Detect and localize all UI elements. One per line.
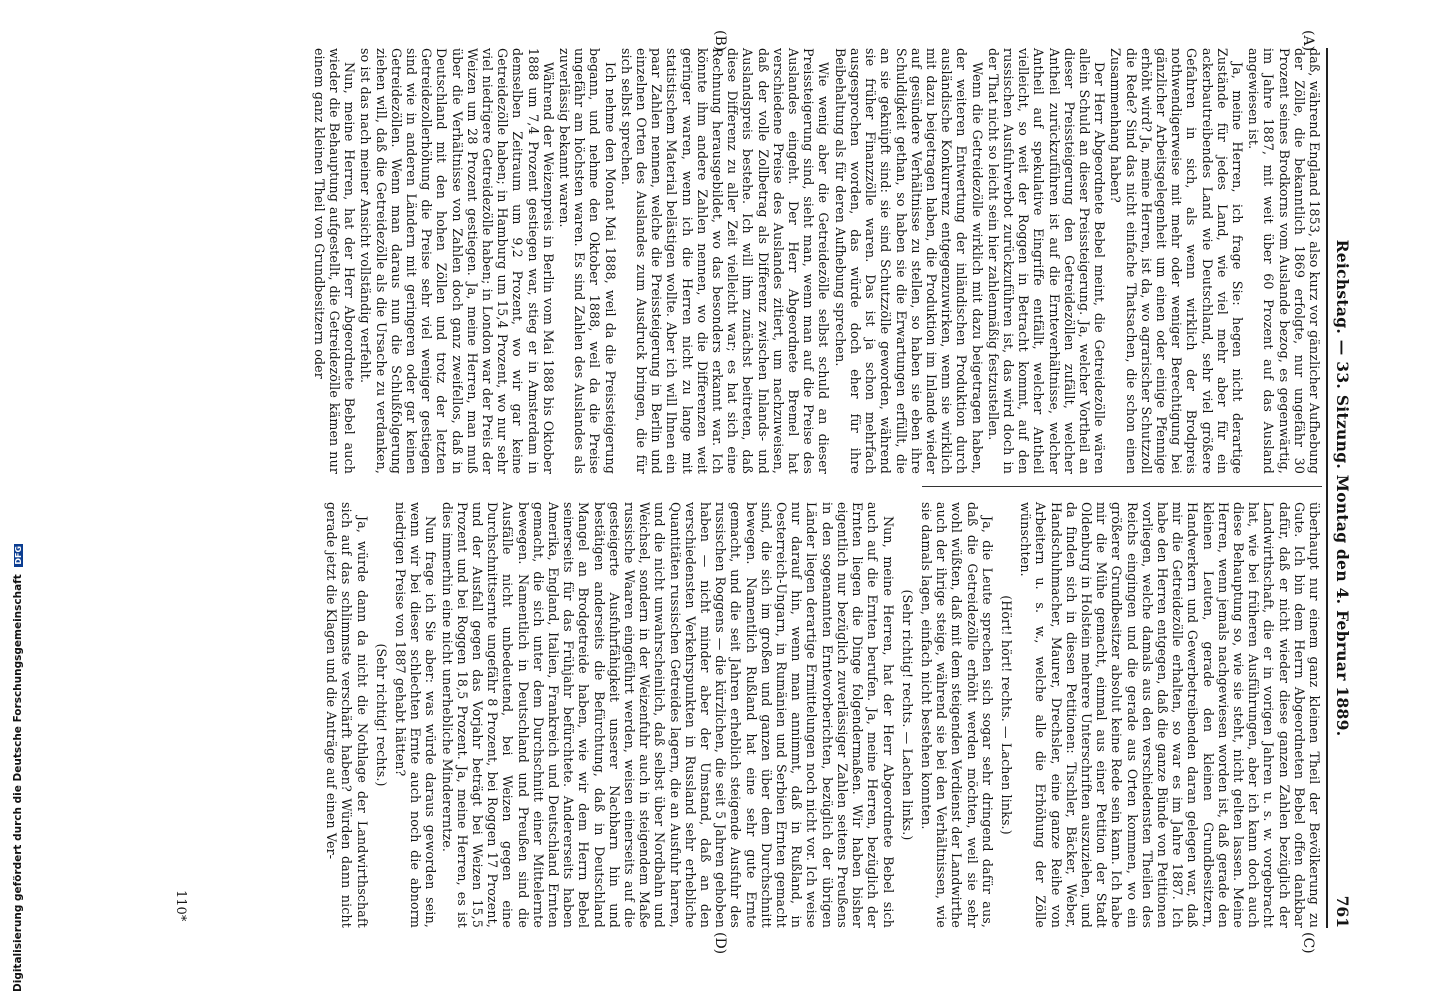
scanned-page [86, 28, 1432, 988]
paragraph: daß, während England 1853, also kurz vor gänzlicher Aufhebung der Zölle, die bekanntlich 1869 erfolgte, nur ungefähr 30 Prozent seines Brodkorns vom Auslande bezog, es gegenwärtig, im Jahre 1887, mit weit über 60 Prozent auf das Ausland angewiesen ist. [1246, 48, 1322, 474]
header-title: Reichstag. — 33. Sitzung. Montag den 4. Februar 1889. [1333, 239, 1352, 737]
left-column [311, 48, 1322, 474]
page-number: 761 [1333, 895, 1352, 928]
dfg-logo: DFG [14, 545, 23, 565]
paragraph: Nun, meine Herren, hat der Herr Abgeordnete Bebel sich auch auf die Ernten berufen. Ja, meine Herren, bezüglich der Ernten liegen die Dinge folgendermaßen. Wir haben bisher eigentlich nur bezüglich zuverlässiger Zahlen seitens Preußens in den sogenannten Erntevorberichten, bezüglich der übrigen Länder liegen derartige Ermittelungen noch nicht vor. Ich weise nur darauf hin, wenn man annimmt, daß in Rußland, in Oesterreich-Ungarn, in Rumänien und Serbien Ernten gemacht sind, die sich im großen und ganzen über dem Durchschnitt bewegen. Namentlich Rußland hat eine sehr gute Ernte gemacht, und die seit Jahren erheblich steigende Ausfuhr des russischen Roggens — die kürzlichen, die seit 5 Jahren gehoben haben — nicht minder aber der Umstand, daß an den verschiedensten Verkehrspunkten in Russland sehr erhebliche Quantitäten russischen Getreides lagern, die an Ausfuhr harren, und die nicht unwahrscheinlich, daß selbst über Nordbahn und Weichsel, sondern in der Weizenfuhr auch in steigendem Maße russische Waaren eingeführt werden, weisen einerseits auf die gesteigerte Ausfuhrfähigkeit unserer Nachbarn hin und bestätigen anderseits die Befürchtung, daß in Deutschland Mangel an Brodgetreide haben, wie wir dem Herrn Bebel seinerseits für das Frühjahr befürchtete. Andererseits haben Amerika, England, Italien, Frankreich und Deutschland Ernten gemacht, die sich unter dem Durchschnitt einer Mittelernte bewegen. Namentlich in Deutschland und Preußen sind die Ausfälle nicht unbedeutend, bei Weizen gegen eine Durchschnittsernte ungefähr 8 Prozent, bei Roggen 17 Prozent, und der Ausfall gegen das Vorjahr beträgt bei Weizen 15,5 Prozent und bei Roggen 18,5 Prozent. Ja, meine Herren, es ist dies immerhin eine nicht unerhebliche Mindererntze. [439, 502, 896, 928]
interjection: (Sehr richtig! rechts. — Lachen links.) [899, 589, 915, 841]
running-header [1330, 48, 1358, 928]
header-rule [1326, 48, 1328, 928]
margin-marker-b: (B) [712, 30, 728, 52]
interjection: (Sehr richtig! rechts.) [373, 643, 389, 787]
page-content-rotated [170, 28, 1358, 958]
paragraph: Der Herr Abgeordnete Bebel meint, die Getreidezölle wären allein Schuld an dieser Preissteigerung. Ja, welcher Vortheil an dieser Preissteigerung den Getreidezöllen zufällt, welcher Antheil zurückzuführen ist auf die Ernteverhältnisse, welcher Antheil auf spekulative Eingriffe entfällt, welcher Antheil vielleicht, so weit der Roggen in Betracht kommt, auf den russischen Ausfuhrverbot zurückzuführen ist, das wird doch in der That nicht so leicht sein hier zahlenmäßig festzustellen. [985, 48, 1108, 474]
interjection: (Hört! hört! rechts. — Lachen links.) [998, 595, 1014, 835]
paragraph: Wie wenig aber die Getreidezölle selbst schuld an dieser Preissteigerung sind, sieht man, wenn man auf die Preise des Auslandes eingeht. Der Herr Abgeordnete Bremel hat verschiedene Preise des Auslandes zitiert, um nachzuweisen, daß der volle Zollbetrag als Differenz zwischen Inlands- und Auslandspreis bestehe. Ich will ihm zunächst beitreten, daß diese Differenz zu aller Zeit vielleicht war; es hat sich eine Rechnung herausgebildet, wo das besonders erkannt war. Ich könnte ihm andere Zahlen nennen, wo die Differenzen weit geringer waren, wenn ich die Herren nicht zu lange mit statistischem Material belästigen wollte. Aber ich will Ihnen ein paar Zahlen nennen, welche die Preissteigerung in Berlin und einzelnen Orten des Auslandes zum Ausdruck bringen, die für sich selbst sprechen. [618, 48, 832, 474]
paragraph: Ja, würde dann da nicht die Nothlage der Landwirthschaft sich auf das schlimmste verschärft haben? Würden dann nicht gerade jetzt die Klagen und die Anträge auf einen Ver- [324, 502, 370, 928]
column-divider [922, 486, 1322, 487]
margin-marker-d: (D) [712, 932, 728, 955]
paragraph: Während der Weizenpreis in Berlin vom Mai 1888 bis Oktober 1888 um 7,4 Prozent gestiegen war, stieg er in Amsterdam in demselben Zeitraum um 9,2 Prozent, wo wir gar keine Getreidezölle haben; in Hamburg um 15,4 Prozent, wo nur sehr viel niedrigere Getreidezölle haben; in London war der Preis der Weizen um 28 Prozent gestiegen. Ja, meine Herren, man muß über die Verhältnisse von Zahlen doch ganz zweifellos, daß in Deutschland mit den hohen Zöllen und trotz der letzten Getreidezollerhöhung die Preise sehr viel weniger gestiegen sind wie in anderen Ländern mit geringeren oder gar keinen Getreidezöllen. Wenn man daraus nun die Schlußfolgerung ziehen will, daß die Getreidezölle als die Ursache zu verdanken, so ist das nach meiner Ansicht vollständig verfehlt. [358, 48, 556, 474]
digitization-credit [12, 544, 24, 992]
paragraph: Wenn die Getreidezölle wirklich mit dazu beigetragen haben, der weiteren Entwertung der inländischen Produktion durch ausländische Konkurrenz entgegenzuwirken, wenn sie wirklich mit dazu beigetragen haben, die Produktion im Inlande wieder auf gesündere Verhältnisse zu stellen, so haben sie eben ihre Schuldigkeit gethan, so haben sie die Erwartungen erfüllt, die an sie geknüpft sind: sie sind Schutzzölle geworden, während sie früher Finanzzölle waren. Das ist ja schon mehrfach ausgesprochen worden, das würde doch eher für ihre Beibehaltung als für deren Aufhebung sprechen. [832, 48, 985, 474]
credit-text: Digitalisierung gefördert durch die Deutsche Forschungsgemeinschaft [12, 574, 24, 992]
margin-marker-a: (A) [1300, 30, 1316, 52]
right-column [323, 502, 1322, 928]
paragraph: Ja, die Leute sprechen sich sogar sehr dringend dafür aus, daß die Getreidezölle erhöht werden möchten, weil sie sehr wohl wüßten, daß mit dem steigenden Verdienst der Landwirthe auch der ihrige steige, während sie bei den Verhältnissen, wie sie damals lagen, einfach nicht bestehen konnten. [918, 502, 995, 928]
paragraph: überhaupt nur einem ganz kleinen Theil der Bevölkerung zu Gute. Ich bin dem Herrn Abgeordneten Bebel offen dankbar dafür, daß er nicht wieder diese ganzen Zahlen bezüglich der Landwirthschaft, die er in vorigen Jahren u. s. w. vorgebracht hat, wie bei früheren Ausführungen, aber ich kann doch auch diese Behauptung so, wie sie steht, nicht gelten lassen. Meine Herren, wenn jemals nachgewiesen worden ist, daß gerade den kleinen Leuten, gerade den kleinen Grundbesitzern, Handwerkern und Gewerbetreibenden daran gelegen war, daß mir die Getreidezölle erhalten, so war es im Jahre 1887. Ich habe den Herren entgegen, daß die ganze Bünde von Petitionen vorliegen, welche damals aus den verschiedensten Theilen des Reichs eingingen und die gerade aus Orten kommen, wo ein größerer Grundbesitzer absolut keine Rede sein kann. Ich habe mir die Mühe gemacht, einmal aus einer Petition der Stadt Oldenburg in Holstein mehrere Unterschriften auszuziehen, und da finden sich in diesen Petitionen: Tischler, Bäcker, Weber, Handschuhmacher, Maurer, Drechsler, eine ganze Reihe von Arbeitern u. s. w., welche alle die Erhöhung der Zölle wünschten. [1018, 502, 1322, 928]
paragraph: Ich nehme den Monat Mai 1888, weil da die Preissteigerung begann, und nehme den Oktober 1888, weil da die Preise ungefähr am höchsten waren. Es sind Zahlen des Auslandes als zuverlässig bekannt waren. [557, 48, 618, 474]
margin-marker-c: (C) [1300, 932, 1316, 954]
margin-strip [0, 0, 24, 1000]
paragraph: Nun frage ich Sie aber: was würde daraus geworden sein, wenn wir bei dieser schlechten Ernte auch noch die abnorm niedrigen Preise von 1887 gehabt hätten? [393, 502, 439, 928]
sheet-signature: 110* [173, 890, 188, 922]
paragraph: Ja, meine Herren, ich frage Sie: hegen nicht derartige Zustände für jedes Land, wie viel mehr aber für ein ackerbautreibendes Land wie Deutschland, sehr viel größere Gefahren in sich, als wenn wirklich der Brodpreis nothwendigerweise mit mehr oder weniger Berechtigung bei gänzlicher Arbeitsgelegenheit um einen oder einige Pfennige erhöht wird? Ja, meine Herren, ist da, wo agrarischer Schutzzoll die Rede? Sind das nicht einfache Thatsachen, die schon einen Zusammenhang haben? [1108, 48, 1245, 474]
paragraph: Nun, meine Herren, hat der Herr Abgeordnete Bebel auch wieder die Behauptung aufgestellt, die Getreidezölle kämen nur einem ganz kleinen Theil von Grundbesitzern oder [311, 48, 358, 474]
